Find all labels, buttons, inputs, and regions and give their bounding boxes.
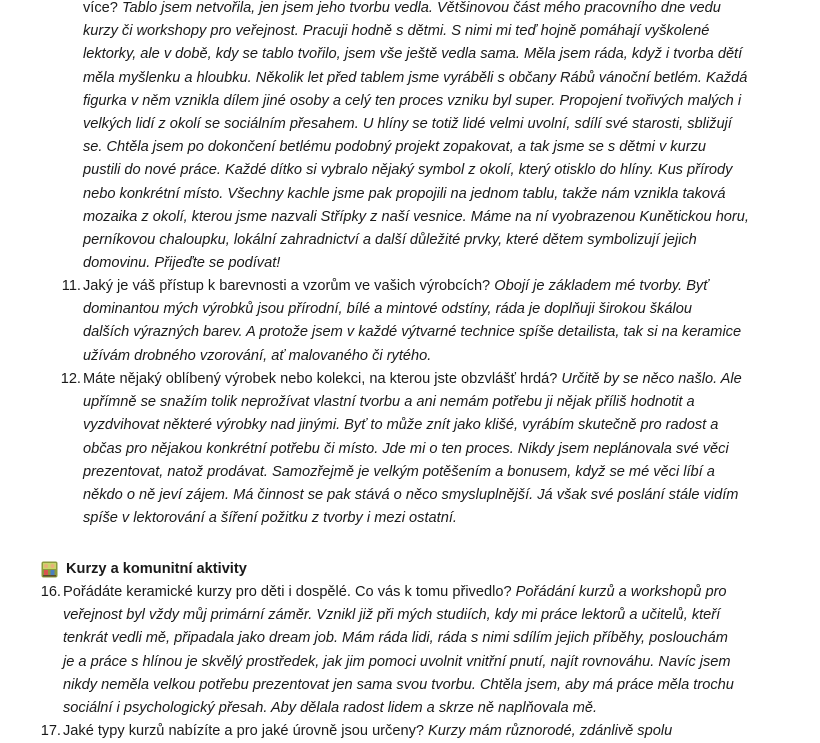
item-number: 12. (60, 371, 81, 387)
text-line (83, 20, 783, 43)
question-text: Pořádáte keramické kurzy pro děti i dospělé. Co vás k tomu přivedlo? (63, 584, 516, 600)
item-number: 11. (61, 278, 81, 294)
text-line (83, 298, 783, 321)
answer-text: upřímně se snažím tolik neprožívat vlastní tvorbu a ani nemám potřebu ji nějak příliš hodnotit a (83, 394, 695, 411)
answer-text: nikdy neměla velkou potřebu prezentovat jen sama svou tvorbu. Chtěla jsem, aby má práce měla trochu (63, 676, 734, 693)
answer-text: Určitě by se něco našlo. Ale (561, 371, 742, 387)
text-line (83, 229, 783, 252)
text-line (83, 252, 783, 275)
text-line (63, 627, 783, 650)
question-text: Jaké typy kurzů nabízíte a pro jaké úrovně jsou určeny? (63, 723, 429, 739)
continued-answer (83, 0, 783, 275)
answer-text: mozaika z okolí, kterou jsme nazvali Střípky z naší vesnice. Máme na ní vyobrazenou Kunětickou horu, (83, 208, 749, 225)
answer-text: vyzdvihovat některé výrobky nad jinými. Byť to může znít jako klišé, vyrábím skutečně pro radost a (83, 417, 719, 434)
answer-text: prezentovat, natož prodávat. Samozřejmě je velkým potěšením a bonusem, když se mé věci líbí a (83, 463, 715, 480)
answer-text: sociální i psychologický přesah. Aby dělala radost lidem a skrze ně naplňovala mě. (63, 700, 598, 717)
text-line (83, 0, 783, 20)
text-line (83, 438, 783, 461)
text-line (83, 159, 783, 182)
answer-text: nebo konkrétní místo. Všechny kachle jsme pak propojili na jednom tablu, takže nám vznikla taková (83, 185, 726, 202)
pottery-class-icon (41, 561, 58, 578)
text-line (83, 275, 783, 298)
text-line (83, 90, 783, 113)
text-line (63, 581, 783, 604)
answer-text: se. Chtěla jsem po dokončení betlému podobný projekt zopakovat, a tak jsme se s dětmi v kurzu (83, 139, 706, 156)
text-line (83, 321, 783, 344)
text-line (83, 183, 783, 206)
answer-text: lektorky, ale v době, kdy se tablo tvořilo, jsem vše ještě vedla sama. Měla jsem ráda, když i tvorba dětí (83, 46, 743, 63)
question-text: Jaký je váš přístup k barevnosti a vzorům ve vašich výrobcích? (83, 278, 495, 294)
answer-text: velkých lidí z okolí se sociálním přesahem. U hlíny se totiž lidé velmi uvolní, sdílí své starosti, sbližují (83, 116, 732, 133)
text-line (63, 604, 783, 627)
qa-item (60, 368, 783, 530)
answer-text: tenkrát vedli mě, připadala jako dream job. Mám ráda lidi, ráda s nimi sdílím jejich příběhy, poslouchám (63, 630, 728, 647)
text-line (63, 651, 783, 674)
answer-text: občas pro nějakou konkrétní potřebu či místo. Jde mi o ten proces. Nikdy jsem neplánovala své věci (83, 440, 729, 457)
answer-text: Obojí je základem mé tvorby. Byť (494, 278, 709, 294)
item-number: 17. (40, 723, 61, 739)
text-line (63, 697, 783, 720)
text-line (83, 43, 783, 66)
answer-text: dalších výrazných barev. A protože jsem v každé výtvarné technice spíše detailista, tak si na keramice (83, 324, 742, 341)
text-line (83, 345, 783, 368)
qa-text (83, 368, 783, 530)
answer-text: někdo o ně jeví zájem. Má činnost se pak stává o něco smysluplnější. Já však své poslání stále vidím (83, 487, 739, 504)
question-text: Máte nějaký oblíbený výrobek nebo kolekci, na kterou jste obzvlášť hrdá? (83, 371, 562, 387)
text-line (83, 414, 783, 437)
answer-text: je a práce s hlínou je skvělý prostředek, jak jim pomoci uvolnit vnitřní pnutí, najít rovnováhu. Navíc jsem (63, 653, 731, 670)
text-line (83, 507, 783, 530)
answer-text: pustili do nové práce. Každé dítko si vybralo nějaký symbol z okolí, který otisklo do hlíny. Kus přírody (83, 162, 733, 179)
text-line (83, 368, 783, 391)
answer-text: domovinu. Přijeďte se podívat! (83, 255, 281, 272)
answer-text: veřejnost byl vždy můj primární záměr. Vznikl již při mých studiích, kdy mi práce lektorů a učitelů, kteří (63, 607, 721, 624)
answer-text: spíše v lektorování a šíření požitku z tvorby i mezi ostatní. (83, 510, 457, 527)
answer-text: Kurzy mám různorodé, zdánlivě spolu (428, 723, 673, 739)
qa-text (83, 275, 783, 368)
text-line (83, 484, 783, 507)
answer-text: užívám drobného vzorování, ať malovaného či rytého. (83, 347, 432, 364)
section-heading (41, 558, 741, 581)
text-line (83, 113, 783, 136)
answer-text: Pořádání kurzů a workshopů pro (515, 584, 727, 600)
answer-text: perníkovou chaloupku, lokální zahradnictví a další důležité prvky, které dětem symbolizují jejich (83, 232, 697, 249)
answer-text: Tablo jsem netvořila, jen jsem jeho tvorbu vedla. Většinovou část mého pracovního dne vedu (121, 0, 721, 16)
text-line (83, 136, 783, 159)
text-line (83, 67, 783, 90)
section-title: Kurzy a komunitní aktivity (66, 561, 247, 577)
qa-item (40, 581, 783, 720)
answer-text: figurka v něm vznikla dílem jiné osoby a celý ten proces vzniku byl super. Propojení tvořivých malých i (83, 92, 742, 109)
text-line (63, 674, 783, 697)
text-line (83, 206, 783, 229)
item-number: 16. (40, 584, 61, 600)
answer-text: kurzy či workshopy pro veřejnost. Pracuji hodně s dětmi. S nimi mi teď hojně pomáhají vyškolené (83, 23, 710, 40)
text-line (83, 461, 783, 484)
answer-text: měla myšlenku a hloubku. Několik let před tablem jsme vyráběli s občany Rábů vánoční betlém. Každá (83, 69, 748, 86)
question-text: více? (83, 0, 122, 16)
answer-text: dominantou mých výrobků jsou přírodní, bílé a mintové odstíny, ráda je doplňuji širokou škálou (83, 301, 692, 318)
text-line (83, 391, 783, 414)
qa-text (63, 581, 783, 720)
qa-item (61, 275, 783, 368)
